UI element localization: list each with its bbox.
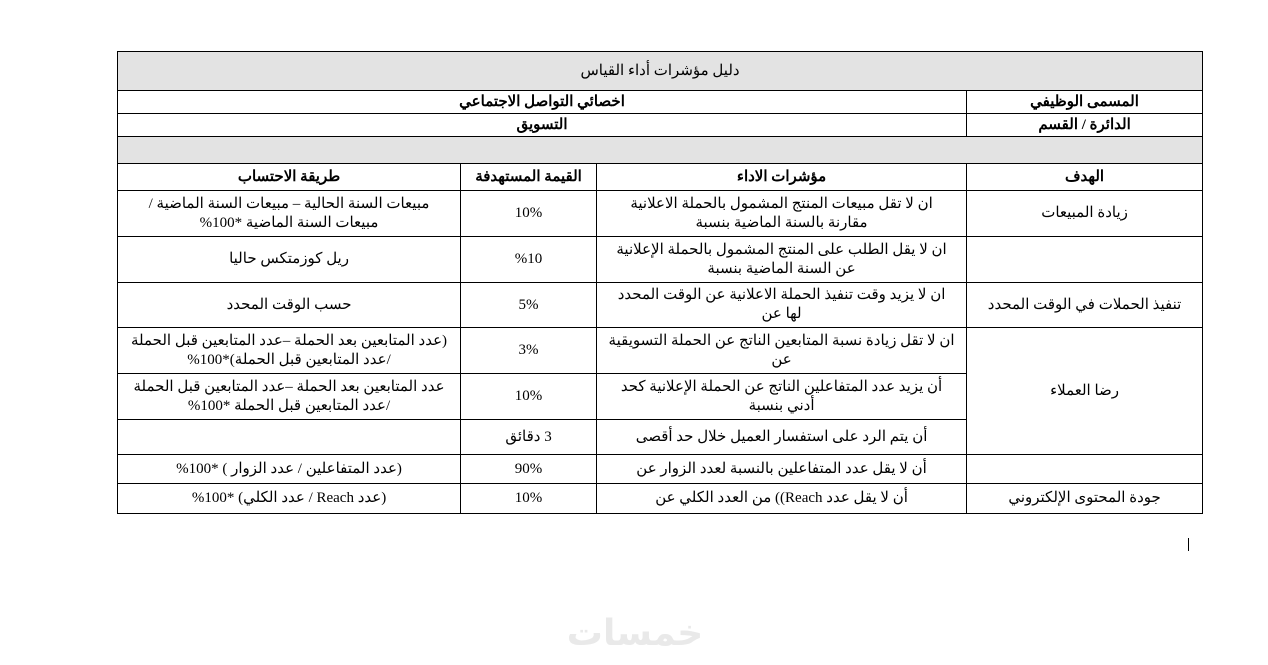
kpi-line: لها عن [761, 306, 802, 322]
goal-cell: زيادة المبيعات [967, 191, 1203, 237]
target-cell: %10 [461, 237, 597, 283]
target-cell: 5% [461, 283, 597, 328]
method-line: /عدد المتابعين قبل الحملة)*100% [187, 351, 391, 368]
method-line: (عدد المتفاعلين / عدد الزوار ) *100% [176, 460, 402, 477]
goal-cell: رضا العملاء [967, 328, 1203, 455]
kpi-cell [597, 237, 967, 283]
title-row [118, 52, 1203, 91]
department-label: الدائرة / القسم [967, 114, 1203, 137]
goal-cell-empty [967, 455, 1203, 484]
method-cell [118, 283, 461, 328]
kpi-cell [597, 484, 967, 514]
kpi-cell [597, 283, 967, 328]
kpi-line: ان لا تقل زيادة نسبة المتابعين الناتج عن الحملة التسويقية [608, 332, 955, 349]
kpi-line: أدني بنسبة [748, 397, 815, 414]
target-cell: 10% [461, 374, 597, 420]
kpi-cell [597, 374, 967, 420]
table-row [118, 455, 1203, 484]
target-cell: 10% [461, 191, 597, 237]
kpi-line: أن لا يقل عدد Reach)) من العدد الكلي عن [655, 490, 908, 506]
kpi-line: مقارنة بالسنة الماضية بنسبة [695, 214, 868, 231]
method-cell [118, 484, 461, 514]
target-cell: 3% [461, 328, 597, 374]
goal-text: جودة المحتوى الإلكتروني [1008, 490, 1161, 506]
method-cell [118, 191, 461, 237]
watermark-logo: خمسات [566, 613, 704, 654]
method-cell [118, 328, 461, 374]
kpi-line: أن يزيد عدد المتفاعلين الناتج عن الحملة الإعلانية كحد [620, 378, 943, 395]
goal-header: الهدف [967, 164, 1203, 191]
job-title-value: اخصائي التواصل الاجتماعي [118, 91, 967, 114]
column-header-row [118, 164, 1203, 191]
target-cell: 90% [461, 455, 597, 484]
method-line: ريل كوزمتكس حاليا [229, 251, 349, 267]
job-title-row [118, 91, 1203, 114]
department-value: التسويق [118, 114, 967, 137]
goal-cell [967, 484, 1203, 514]
kpi-header-text: مؤشرات الاداء [736, 168, 827, 185]
goal-cell-empty [967, 237, 1203, 283]
text-cursor [1188, 538, 1189, 551]
kpi-guide-table [117, 51, 1203, 514]
method-cell [118, 374, 461, 420]
method-line: مبيعات السنة الحالية – مبيعات السنة الماضية / [148, 195, 430, 212]
separator-cell [118, 137, 1203, 164]
method-line: عدد المتابعين بعد الحملة –عدد المتابعين قبل الحملة [133, 378, 445, 395]
method-cell [118, 237, 461, 283]
kpi-line: أن يتم الرد على استفسار العميل خلال حد أقصى [635, 428, 928, 445]
department-row [118, 114, 1203, 137]
method-cell [118, 455, 461, 484]
document-title: دليل مؤشرات أداء القياس [118, 52, 1203, 91]
kpi-line: عن السنة الماضية بنسبة [707, 260, 856, 277]
table-row [118, 237, 1203, 283]
method-header: طريقة الاحتساب [118, 164, 461, 191]
target-cell: 10% [461, 484, 597, 514]
kpi-line: ان لا يقل الطلب على المنتج المشمول بالحملة الإعلانية [616, 241, 947, 258]
table-row [118, 283, 1203, 328]
table-row [118, 484, 1203, 514]
goal-cell: تنفيذ الحملات في الوقت المحدد [967, 283, 1203, 328]
method-line: (عدد المتابعين بعد الحملة –عدد المتابعين قبل الحملة [131, 332, 448, 349]
method-line: حسب الوقت المحدد [226, 296, 352, 313]
kpi-cell [597, 191, 967, 237]
kpi-line: أن لا يقل عدد المتفاعلين بالنسبة لعدد الزوار عن [636, 460, 927, 477]
method-line: /عدد المتابعين قبل الحملة *100% [187, 397, 391, 414]
table-row [118, 328, 1203, 374]
target-header: القيمة المستهدفة [461, 164, 597, 191]
kpi-line: ان لا يزيد وقت تنفيذ الحملة الاعلانية عن الوقت المحدد [617, 287, 946, 303]
kpi-cell [597, 420, 967, 455]
kpi-header [597, 164, 967, 191]
table-row [118, 191, 1203, 237]
target-cell: 3 دقائق [461, 420, 597, 455]
method-line: (عدد Reach / عدد الكلي) *100% [191, 490, 387, 506]
method-cell-empty [118, 420, 461, 455]
separator-band [118, 137, 1203, 164]
kpi-line: عن [771, 351, 792, 368]
job-title-label: المسمى الوظيفي [967, 91, 1203, 114]
kpi-cell [597, 455, 967, 484]
kpi-line: ان لا تقل مبيعات المنتج المشمول بالحملة الاعلانية [630, 195, 933, 212]
method-line: مبيعات السنة الماضية *100% [199, 214, 379, 231]
kpi-cell [597, 328, 967, 374]
